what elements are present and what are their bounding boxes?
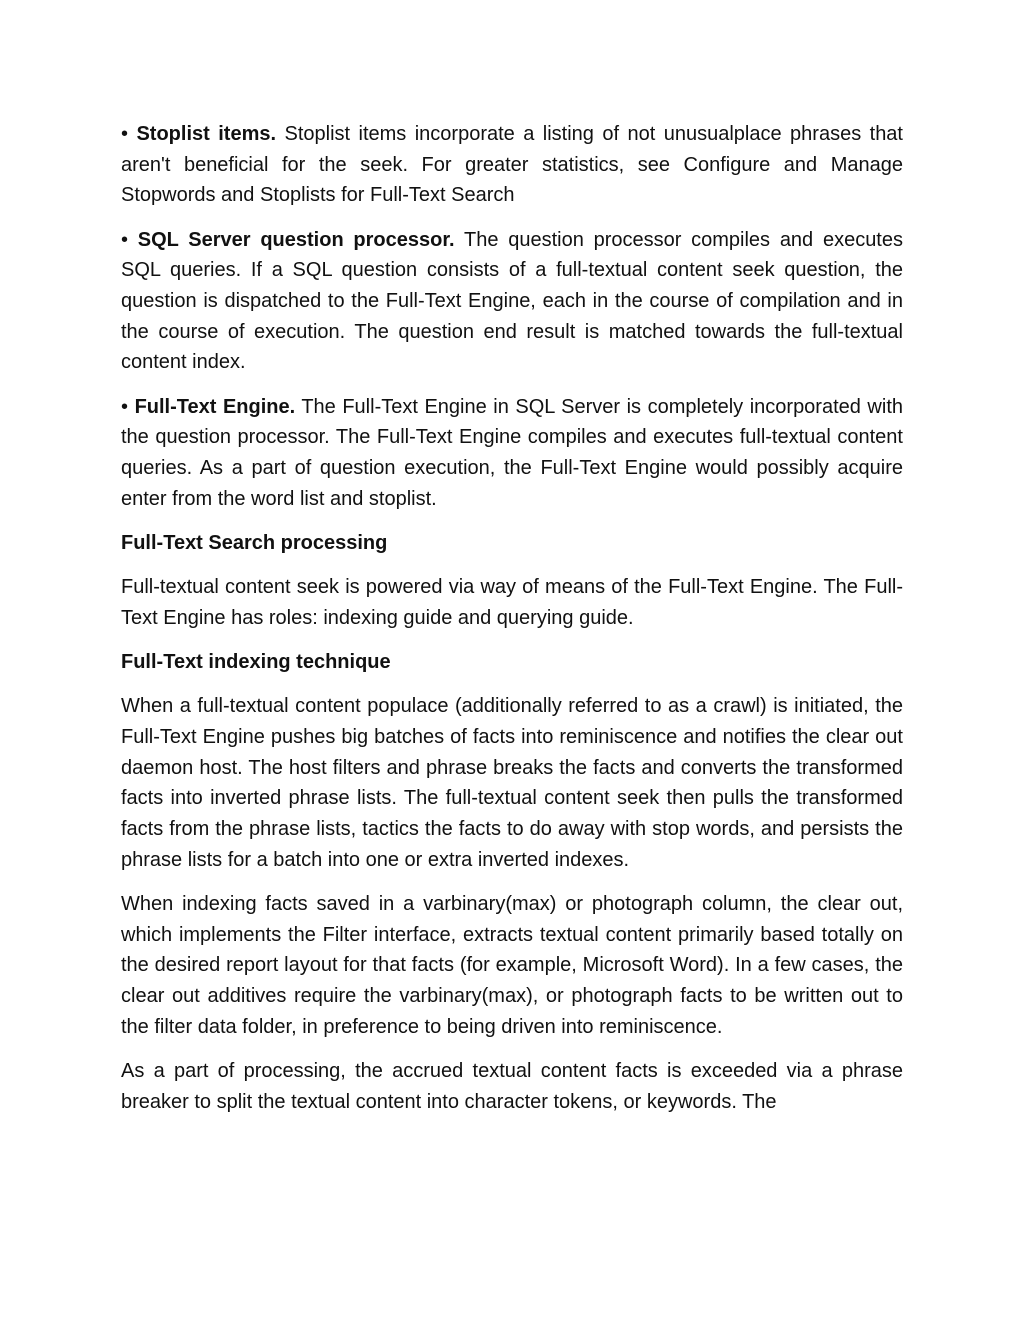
heading-full-text-indexing-technique: Full-Text indexing technique <box>121 651 391 674</box>
heading-full-text-search-processing: Full-Text Search processing <box>121 531 388 554</box>
paragraph-indexing-1: When a full-textual content populace (additionally referred to as a crawl) is initiated, the Full-Text Engine pushes big batches of facts into reminiscence and notifies the clear out daemon host. The host filters and phrase breaks the facts and converts the transformed facts into inverted phrase lists. The full-textual content seek then pulls the transformed facts from the phrase lists, tactics the facts to do away with stop words, and persists the phrase lists for a batch into one or extra inverted indexes. <box>121 695 903 871</box>
paragraph-indexing-3: As a part of processing, the accrued textual content facts is exceeded via a phrase breaker to split the textual content into character tokens, or keywords. The <box>121 1059 903 1113</box>
bullet-term: Full-Text Engine. <box>134 395 296 418</box>
bullet-term: SQL Server question processor. <box>137 228 455 251</box>
bullet-full-text-engine <box>121 392 903 515</box>
document-body <box>121 119 903 1131</box>
bullet-term: Stoplist items. <box>136 123 277 145</box>
bullet-text: The question processor compiles and executes SQL queries. If a SQL question consists of a full-textual content seek question, the question is dispatched to the Full-Text Engine, each in the course of compilation and in the course of execution. The question end result is matched towards the full-textual content index. <box>121 228 903 374</box>
bullet-marker: • <box>121 123 129 145</box>
bullet-text: The Full-Text Engine in SQL Server is completely incorporated with the question processor. The Full-Text Engine compiles and executes full-textual content queries. As a part of question execution, the Full-Text Engine would possibly acquire enter from the word list and stoplist. <box>121 395 903 510</box>
bullet-stoplist-items <box>121 119 903 211</box>
bullet-text: Stoplist items incorporate a listing of not unusualplace phrases that aren't beneficial for the seek. For greater statistics, see Configure and Manage Stopwords and Stoplists for Full-Text Search <box>121 123 903 207</box>
bullet-marker: • <box>121 395 129 418</box>
paragraph-processing: Full-textual content seek is powered via way of means of the Full-Text Engine. The Full-Text Engine has roles: indexing guide and querying guide. <box>121 576 903 629</box>
paragraph-indexing-2: When indexing facts saved in a varbinary(max) or photograph column, the clear out, which implements the Filter interface, extracts textual content primarily based totally on the desired report layout for that facts (for example, Microsoft Word). In a few cases, the clear out additives require the varbinary(max), or photograph facts to be written out to the filter data folder, in preference to being driven into reminiscence. <box>121 892 903 1038</box>
bullet-sql-server-question-processor <box>121 225 903 379</box>
bullet-marker: • <box>121 228 129 251</box>
